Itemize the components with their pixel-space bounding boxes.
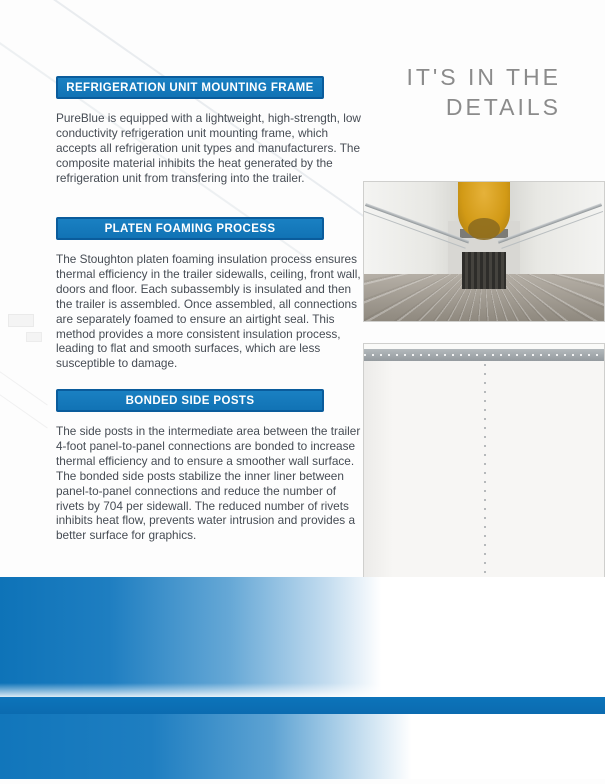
page-title-line-1: IT'S IN THE bbox=[406, 64, 561, 90]
trailer-interior-photo bbox=[363, 181, 605, 322]
bottom-solid-blue-bar bbox=[0, 697, 605, 714]
watermark-shape bbox=[26, 332, 42, 342]
bottom-gradient-band-upper bbox=[0, 577, 605, 697]
top-rail-rivets bbox=[364, 354, 604, 356]
watermark-line bbox=[0, 353, 48, 405]
panel-rivet-seam bbox=[484, 364, 486, 609]
section-header-platen-foaming-process: PLATEN FOAMING PROCESS bbox=[56, 217, 324, 240]
page-title bbox=[406, 62, 561, 122]
section-body-bonded-side-posts: The side posts in the intermediate area between the trailer 4-foot panel-to-panel connections are bonded to increase thermal efficiency and to ensure a smoother wall surface. The bonded side posts stabilize the inner liner between panel-to-panel connections and reduce the number of rivets by 704 per sidewall. The reduced number of rivets inhibits heat flow, prevents water intrusion and provides a better surface for graphics. bbox=[56, 424, 361, 543]
section-body-platen-foaming-process: The Stoughton platen foaming insulation process ensures thermal efficiency in the trailer sidewalls, ceiling, front wall, doors and floor. Each subassembly is insulated and then the trailer is assembled. Once assembled, all connections are separately foamed to ensure an airtight seal. This method provides a more consistent insulation process, leading to flat and smooth surfaces, which are less susceptible to damage. bbox=[56, 252, 361, 371]
watermark-line bbox=[0, 376, 48, 428]
section-body-refrigeration-unit-mounting-frame: PureBlue is equipped with a lightweight, high-strength, low conductivity refrigeration unit mounting frame, which accepts all refrigeration unit types and manufacturers. The composite material inhibits the heat generated by the refrigeration unit from transfering into the trailer. bbox=[56, 111, 361, 185]
bottom-gradient-band-lower bbox=[0, 714, 605, 779]
trailer-rear-door bbox=[462, 252, 505, 290]
truck-watermark bbox=[4, 298, 60, 428]
page-title-line-2: DETAILS bbox=[445, 94, 561, 120]
refrigeration-unit-shadow bbox=[468, 218, 499, 240]
sidewall-top-rail bbox=[364, 349, 604, 361]
section-header-refrigeration-unit-mounting-frame: REFRIGERATION UNIT MOUNTING FRAME bbox=[56, 76, 324, 99]
watermark-shape bbox=[8, 314, 34, 327]
section-header-bonded-side-posts: BONDED SIDE POSTS bbox=[56, 389, 324, 412]
